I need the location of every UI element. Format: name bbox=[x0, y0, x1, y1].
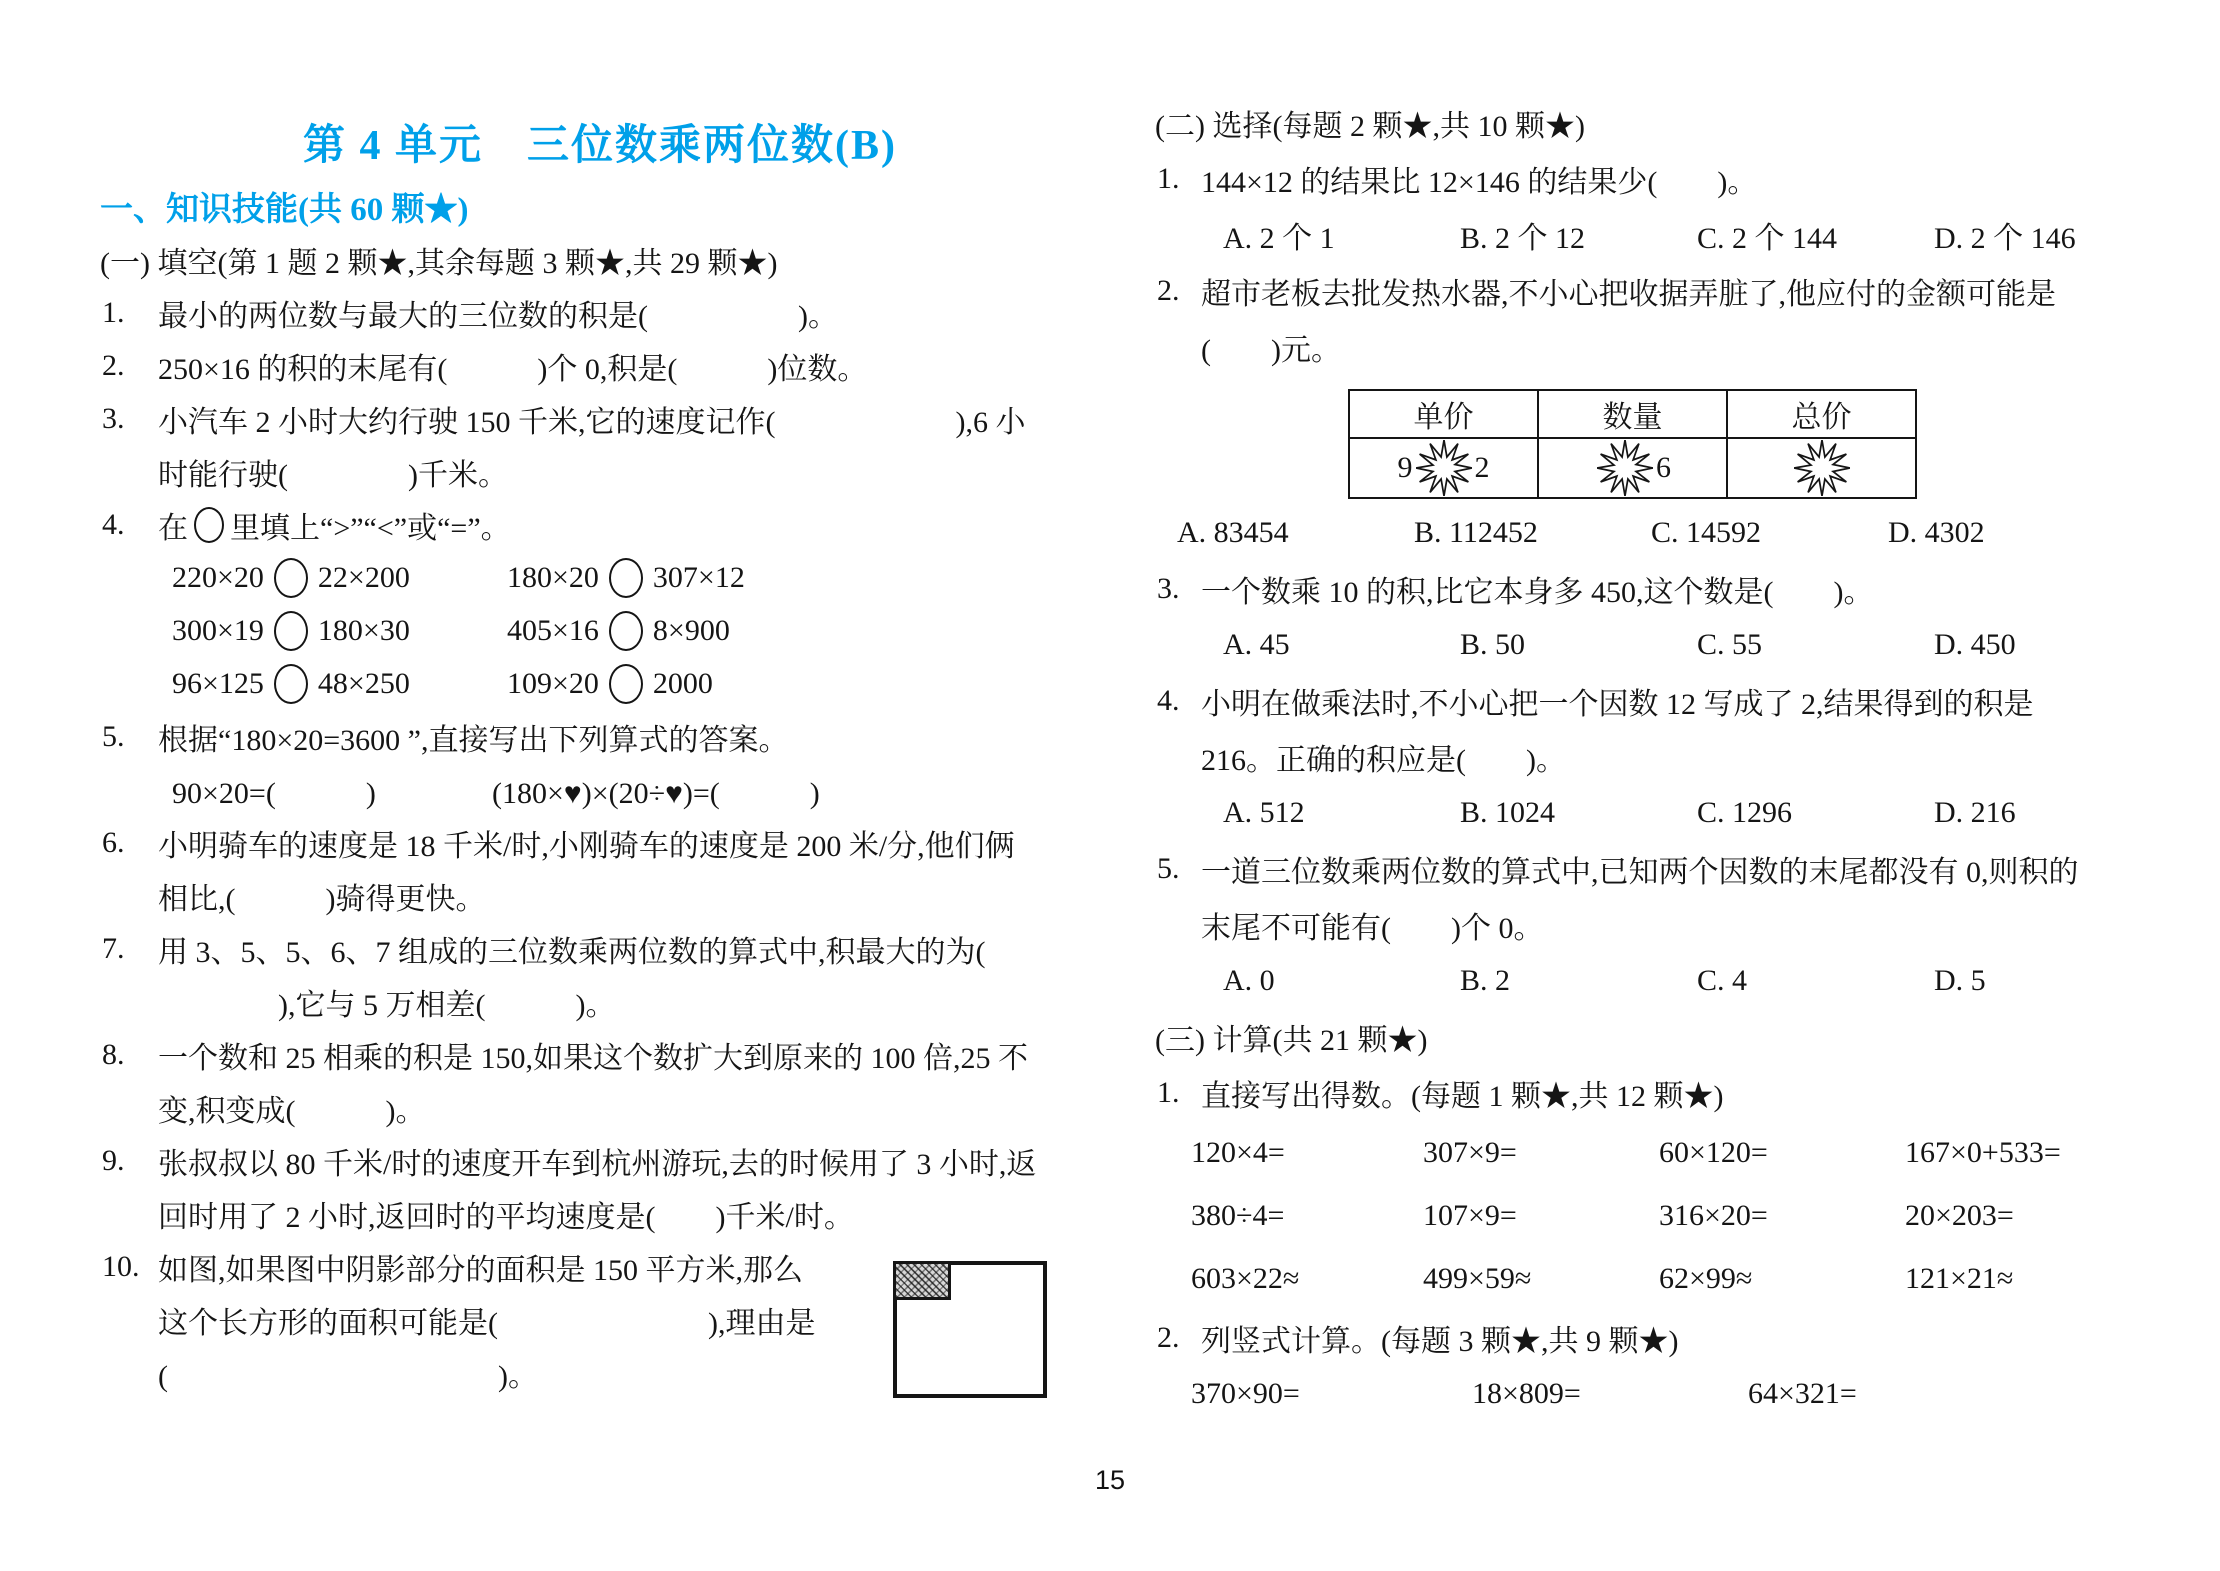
question-text: 这个长方形的面积可能是( ),理由是 bbox=[158, 1306, 816, 1340]
calc-expression: 20×203= bbox=[1905, 1198, 2014, 1232]
left-column bbox=[100, 118, 1100, 1399]
question-2 bbox=[100, 339, 1100, 392]
expression-right: 22×200 bbox=[317, 560, 410, 594]
question-number: 1. bbox=[102, 295, 125, 329]
question-text-post: 里填上“>”“<”或“=”。 bbox=[230, 511, 511, 545]
option-a: A. 0 bbox=[1223, 964, 1275, 997]
quantity-cell bbox=[1538, 438, 1727, 498]
comparison-cell bbox=[507, 664, 713, 704]
sub-expressions-row bbox=[158, 763, 1100, 816]
answer-circle-icon bbox=[609, 558, 643, 598]
header-unit-price: 单价 bbox=[1349, 390, 1538, 438]
question-text: 根据“180×20=3600 ”,直接写出下列算式的答案。 bbox=[158, 723, 789, 757]
question-1 bbox=[100, 286, 1100, 339]
question-text: 144×12 的结果比 12×146 的结果少( )。 bbox=[1201, 166, 1758, 199]
question-number: 6. bbox=[102, 825, 125, 859]
question-number: 3. bbox=[102, 401, 125, 435]
question-number: 1. bbox=[1157, 162, 1180, 195]
option-b: B. 50 bbox=[1460, 628, 1526, 661]
question-text: 直接写出得数。(每题 1 颗★,共 12 颗★) bbox=[1201, 1080, 1724, 1113]
option-b: B. 1024 bbox=[1460, 796, 1556, 829]
option-d: D. 450 bbox=[1934, 628, 2016, 661]
part2-header: (二) 选择(每题 2 颗★,共 10 颗★) bbox=[1155, 110, 1585, 143]
question-text: ),它与 5 万相差( )。 bbox=[158, 988, 616, 1022]
question-text: 216。正确的积应是( )。 bbox=[1201, 744, 1566, 777]
sub-expression: (180×♥)×(20÷♥)=( ) bbox=[492, 776, 820, 810]
expression-right: 180×30 bbox=[317, 613, 410, 647]
comparison-cell bbox=[172, 611, 507, 651]
header-total-price: 总价 bbox=[1727, 390, 1916, 438]
calc-expression: 370×90= bbox=[1191, 1377, 1300, 1410]
page-number: 15 bbox=[1094, 1465, 1126, 1495]
receipt-table bbox=[1348, 389, 1917, 499]
expression-right: 2000 bbox=[652, 666, 713, 700]
question-text: 小明在做乘法时,不小心把一个因数 12 写成了 2,结果得到的积是 bbox=[1201, 688, 2034, 721]
question-text: 如图,如果图中阴影部分的面积是 150 平方米,那么 bbox=[158, 1253, 803, 1287]
expression-left: 180×20 bbox=[507, 560, 599, 594]
comparison-cell bbox=[507, 558, 745, 598]
answer-circle-icon bbox=[274, 558, 308, 598]
part1-header: (一) 填空(第 1 题 2 颗★,其余每题 3 颗★,共 29 颗★) bbox=[100, 246, 778, 280]
calc-expression: 60×120= bbox=[1659, 1135, 1768, 1169]
unit-price-cell bbox=[1349, 438, 1538, 498]
receipt-value-row bbox=[1349, 438, 1916, 498]
expression-left: 405×16 bbox=[507, 613, 599, 647]
option-c: C. 14592 bbox=[1651, 516, 1762, 549]
question-text: 最小的两位数与最大的三位数的积是( )。 bbox=[158, 299, 838, 333]
question-text: 相比,( )骑得更快。 bbox=[158, 882, 486, 916]
option-a: A. 45 bbox=[1223, 628, 1290, 661]
shaded-region bbox=[893, 1261, 951, 1300]
expression-right: 307×12 bbox=[652, 560, 745, 594]
option-d: D. 2 个 146 bbox=[1934, 222, 2076, 255]
options-row bbox=[1223, 207, 2165, 263]
option-a: A. 512 bbox=[1223, 796, 1305, 829]
comparison-cell bbox=[172, 558, 507, 598]
calc-expression: 307×9= bbox=[1423, 1135, 1517, 1169]
option-d: D. 5 bbox=[1934, 964, 1986, 997]
question-text: 张叔叔以 80 千米/时的速度开车到杭州游玩,去的时候用了 3 小时,返 bbox=[158, 1147, 1037, 1181]
option-a: A. 83454 bbox=[1177, 516, 1289, 549]
question-number: 2. bbox=[1157, 1321, 1180, 1354]
option-b: B. 2 bbox=[1460, 964, 1511, 997]
expression-left: 109×20 bbox=[507, 666, 599, 700]
question-number: 4. bbox=[102, 507, 125, 541]
question-text bbox=[158, 498, 1100, 551]
answer-circle-icon bbox=[194, 507, 224, 543]
question-4 bbox=[100, 498, 1100, 710]
calc-expression: 62×99≈ bbox=[1659, 1261, 1753, 1295]
question-text-pre: 在 bbox=[158, 511, 188, 545]
calc-expression: 603×22≈ bbox=[1191, 1261, 1300, 1295]
choice-question-4 bbox=[1155, 673, 2165, 841]
mental-calc-grid bbox=[1191, 1121, 2165, 1310]
question-9 bbox=[100, 1134, 1100, 1240]
options-row bbox=[1223, 953, 2165, 1009]
question-text: 250×16 的积的末尾有( )个 0,积是( )位数。 bbox=[158, 352, 868, 386]
question-number: 5. bbox=[102, 719, 125, 753]
unit-price-right-digit: 2 bbox=[1474, 451, 1490, 484]
question-text: 一个数乘 10 的积,比它本身多 450,这个数是( )。 bbox=[1201, 576, 1874, 609]
question-8 bbox=[100, 1028, 1100, 1134]
question-5 bbox=[100, 710, 1100, 816]
comparison-cell bbox=[172, 664, 507, 704]
ink-splash-icon bbox=[1793, 439, 1851, 497]
question-text: 时能行驶( )千米。 bbox=[158, 458, 508, 492]
unit-price-left-digit: 9 bbox=[1397, 451, 1413, 484]
right-column bbox=[1155, 95, 2165, 1422]
comparison-row bbox=[158, 657, 1100, 710]
expression-left: 96×125 bbox=[172, 666, 264, 700]
expression-right: 8×900 bbox=[652, 613, 730, 647]
section-knowledge-skills: 一、知识技能(共 60 颗★) bbox=[100, 192, 469, 228]
answer-circle-icon bbox=[274, 611, 308, 651]
comparison-row bbox=[158, 551, 1100, 604]
question-text: 末尾不可能有( )个 0。 bbox=[1201, 912, 1544, 945]
expression-left: 300×19 bbox=[172, 613, 264, 647]
option-c: C. 2 个 144 bbox=[1697, 222, 1838, 255]
question-3 bbox=[100, 392, 1100, 498]
question-text: 一个数和 25 相乘的积是 150,如果这个数扩大到原来的 100 倍,25 不 bbox=[158, 1041, 1028, 1075]
rectangle-figure bbox=[893, 1261, 1047, 1398]
question-number: 3. bbox=[1157, 572, 1180, 605]
calc-expression: 316×20= bbox=[1659, 1198, 1768, 1232]
question-text: 小明骑车的速度是 18 千米/时,小刚骑车的速度是 200 米/分,他们俩 bbox=[158, 829, 1015, 863]
option-a: A. 2 个 1 bbox=[1223, 222, 1335, 255]
question-number: 2. bbox=[102, 348, 125, 382]
calc-section-1-header bbox=[1155, 1065, 2165, 1121]
calc-expression: 380÷4= bbox=[1191, 1198, 1285, 1232]
question-number: 10. bbox=[102, 1249, 140, 1283]
question-number: 5. bbox=[1157, 852, 1180, 885]
calc-expression: 64×321= bbox=[1748, 1377, 1857, 1410]
choice-question-2 bbox=[1155, 263, 2165, 375]
calc-expression: 18×809= bbox=[1472, 1377, 1581, 1410]
question-number: 7. bbox=[102, 931, 125, 965]
expression-right: 48×250 bbox=[317, 666, 410, 700]
option-c: C. 4 bbox=[1697, 964, 1748, 997]
option-d: D. 216 bbox=[1934, 796, 2016, 829]
part3-header: (三) 计算(共 21 颗★) bbox=[1155, 1024, 1428, 1057]
total-price-cell bbox=[1727, 438, 1916, 498]
question-text: 用 3、5、5、6、7 组成的三位数乘两位数的算式中,积最大的为( bbox=[158, 935, 986, 969]
answer-circle-icon bbox=[274, 664, 308, 704]
options-row bbox=[1223, 785, 2165, 841]
header-quantity: 数量 bbox=[1538, 390, 1727, 438]
quantity-right-digit: 6 bbox=[1656, 451, 1671, 484]
option-c: C. 55 bbox=[1697, 628, 1763, 661]
option-c: C. 1296 bbox=[1697, 796, 1793, 829]
unit-title: 第 4 单元 三位数乘两位数(B) bbox=[303, 123, 897, 169]
question-text: ( )。 bbox=[158, 1359, 538, 1393]
question-number: 9. bbox=[102, 1143, 125, 1177]
ink-splash-icon bbox=[1415, 439, 1473, 497]
expression-left: 220×20 bbox=[172, 560, 264, 594]
question-text: ( )元。 bbox=[1201, 334, 1341, 367]
calc-expression: 121×21≈ bbox=[1905, 1261, 2014, 1295]
choice-question-3 bbox=[1155, 561, 2165, 673]
question-text: 回时用了 2 小时,返回时的平均速度是( )千米/时。 bbox=[158, 1200, 854, 1234]
column-calc-grid bbox=[1191, 1366, 2165, 1422]
question-text: 列竖式计算。(每题 3 颗★,共 9 颗★) bbox=[1201, 1325, 1679, 1358]
question-number: 4. bbox=[1157, 684, 1180, 717]
sub-expression: 90×20=( ) bbox=[172, 776, 376, 810]
comparison-cell bbox=[507, 611, 730, 651]
question-text: 小汽车 2 小时大约行驶 150 千米,它的速度记作( ),6 小 bbox=[158, 405, 1026, 439]
answer-circle-icon bbox=[609, 611, 643, 651]
question-text: 超市老板去批发热水器,不小心把收据弄脏了,他应付的金额可能是 bbox=[1201, 278, 2056, 311]
calc-section-2-header bbox=[1155, 1310, 2165, 1366]
option-d: D. 4302 bbox=[1888, 516, 1985, 549]
option-b: B. 2 个 12 bbox=[1460, 222, 1586, 255]
question-6 bbox=[100, 816, 1100, 922]
calc-expression: 107×9= bbox=[1423, 1198, 1517, 1232]
choice-question-1 bbox=[1155, 151, 2165, 263]
options-row bbox=[1223, 617, 2165, 673]
question-number: 2. bbox=[1157, 274, 1180, 307]
option-b: B. 112452 bbox=[1414, 516, 1538, 549]
comparison-row bbox=[158, 604, 1100, 657]
calc-expression: 499×59≈ bbox=[1423, 1261, 1532, 1295]
question-number: 8. bbox=[102, 1037, 125, 1071]
ink-splash-icon bbox=[1596, 439, 1654, 497]
question-text: 变,积变成( )。 bbox=[158, 1094, 426, 1128]
calc-expression: 167×0+533= bbox=[1905, 1135, 2061, 1169]
calc-expression: 120×4= bbox=[1191, 1135, 1285, 1169]
options-row bbox=[1177, 505, 2165, 561]
answer-circle-icon bbox=[609, 664, 643, 704]
choice-question-5 bbox=[1155, 841, 2165, 1009]
question-7 bbox=[100, 922, 1100, 1028]
question-number: 1. bbox=[1157, 1076, 1180, 1109]
receipt-header-row bbox=[1349, 390, 1916, 438]
question-text: 一道三位数乘两位数的算式中,已知两个因数的末尾都没有 0,则积的 bbox=[1201, 856, 2079, 889]
